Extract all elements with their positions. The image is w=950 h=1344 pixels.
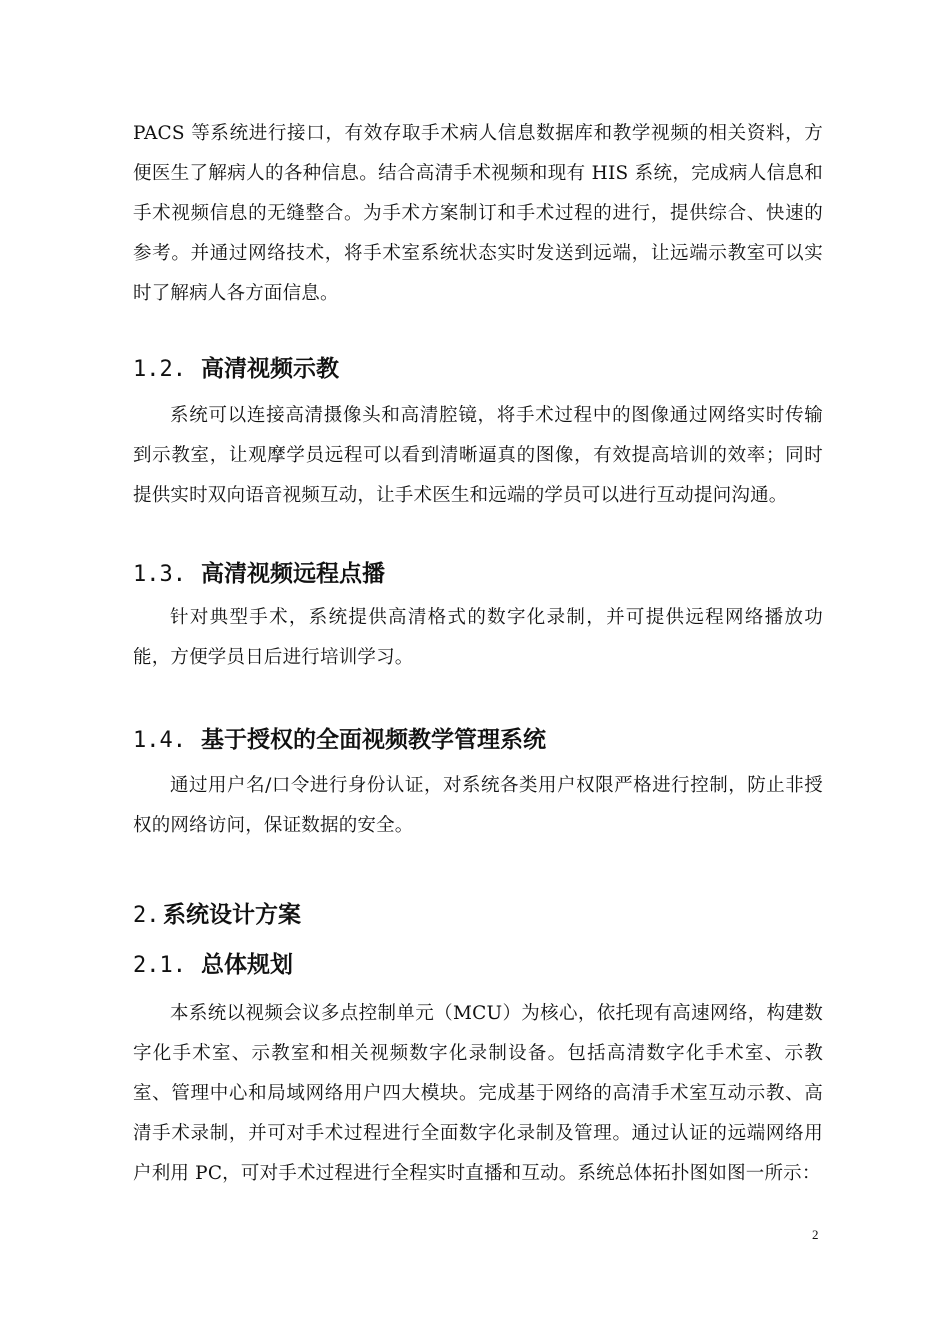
body-paragraph: 通过用户名/口令进行身份认证，对系统各类用户权限严格进行控制，防止非授权的网络访问，保证数据的安全。: [133, 775, 823, 836]
section-2-1: [133, 950, 823, 981]
section-1-2: [133, 354, 823, 385]
section-title: 高清视频远程点播: [201, 561, 385, 587]
section-1-3: [133, 559, 823, 590]
section-title: 系统设计方案: [163, 902, 301, 928]
body-paragraph: 系统可以连接高清摄像头和高清腔镜，将手术过程中的图像通过网络实时传输到示教室，让观摩学员远程可以看到清晰逼真的图像，有效提高培训的效率；同时提供实时双向语音视频互动，让手术医生和远端的学员可以进行互动提问沟通。: [133, 405, 823, 506]
section-title: 总体规划: [201, 952, 293, 978]
body-paragraph: 本系统以视频会议多点控制单元（MCU）为核心，依托现有高速网络，构建数字化手术室、示教室和相关视频数字化录制设备。包括高清数字化手术室、示教室、管理中心和局域网络用户四大模块。完成基于网络的高清手术室互动示教、高清手术录制，并可对手术过程进行全面数字化录制及管理。通过认证的远端网络用户利用 PC，可对手术过程进行全程实时直播和互动。系统总体拓扑图如图一所示：: [133, 1003, 823, 1184]
intro-paragraph: PACS 等系统进行接口，有效存取手术病人信息数据库和教学视频的相关资料，方便医生了解病人的各种信息。结合高清手术视频和现有 HIS 系统，完成病人信息和手术视频信息的无缝整合。为手术方案制订和手术过程的进行，提供综合、快速的参考。并通过网络技术，将手术室系统状态实时发送到远端，让远端示教室可以实时了解病人各方面信息。: [133, 123, 823, 304]
section-heading: [133, 950, 823, 981]
section-number: 2.1.: [133, 953, 186, 978]
section-1-2-body: [133, 396, 823, 516]
section-1-4-body: [133, 766, 823, 846]
section-title: 基于授权的全面视频教学管理系统: [201, 727, 546, 753]
section-number: 1.4.: [133, 728, 186, 753]
section-number: 1.3.: [133, 562, 186, 587]
section-heading: [133, 725, 823, 756]
section-1-3-body: [133, 598, 823, 678]
section-2: [133, 900, 823, 931]
body-paragraph: 针对典型手术，系统提供高清格式的数字化录制，并可提供远程网络播放功能，方便学员日后进行培训学习。: [133, 607, 823, 668]
section-number: 2.: [133, 903, 160, 928]
section-heading: [133, 354, 823, 385]
page-number: 2: [812, 1227, 819, 1242]
section-number: 1.2.: [133, 357, 186, 382]
section-heading: [133, 559, 823, 590]
section-title: 高清视频示教: [201, 356, 339, 382]
intro-section: [133, 114, 823, 314]
section-heading: [133, 900, 823, 931]
section-1-4: [133, 725, 823, 756]
section-2-1-body: [133, 994, 823, 1194]
